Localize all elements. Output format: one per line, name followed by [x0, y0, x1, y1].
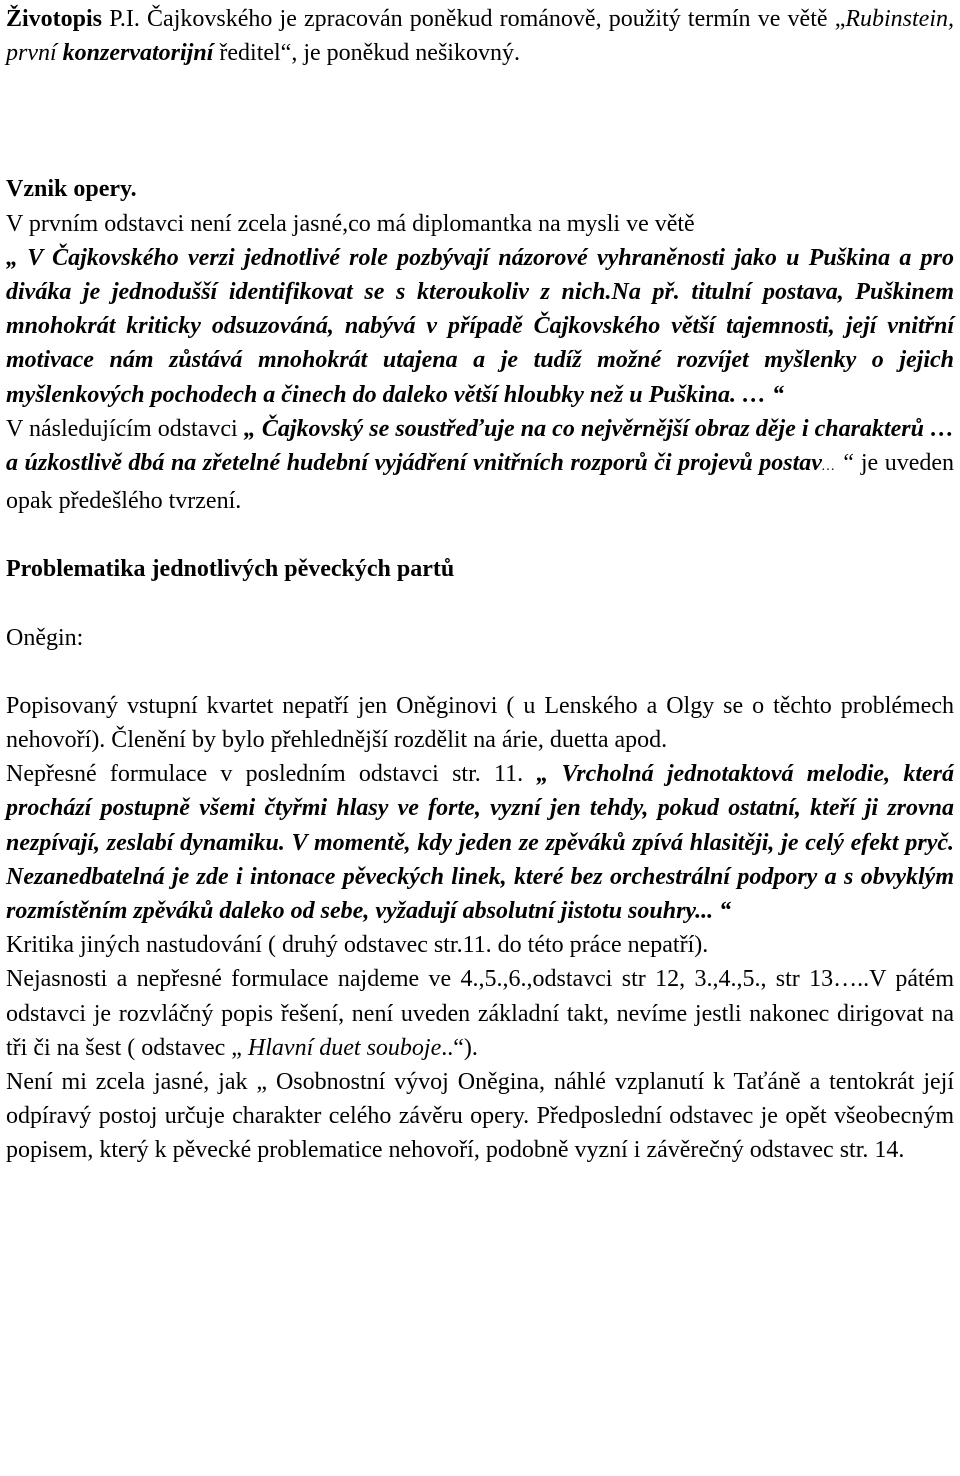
paragraph-biography	[6, 2, 954, 70]
paragraph-critique	[6, 928, 954, 962]
next-section-ellipsis: …	[821, 459, 835, 475]
formulations-text: Nepřesné formulace v posledním odstavci str. 11.	[6, 761, 537, 788]
opera-origin-quote: „ V Čajkovského verzi jednotlivé role pozbývají názorové vyhraněnosti jako u Puškina a pro diváka je jednodušší identifikovat se s kteroukoliv z nich.Na př. titulní postava, Puškinem mnohokrát kriticky odsuzováná, nabývá v případě Čajkovského větší tajemnosti, její vnitřní motivace nám zůstává mnohokrát utajena a je tudíž možné rozvíjet myšlenky o jejich myšlenkových pochodech a činech do daleko větší hloubky než u Puškina. … “	[6, 244, 954, 408]
section-heading: Problematika jednotlivých pěveckých partů	[6, 556, 455, 583]
paragraph-conclusion	[6, 1065, 954, 1168]
ambiguities-text: Nejasnosti a nepřesné formulace najdeme ve 4.,5.,6.,odstavci str 12, 3.,4.,5., str 13…..V pátém odstavci je rozvláčný popis řešení, není uveden základní takt, nevíme jestli nakonec dirigovat na tři či na šest ( odstavec „	[6, 966, 954, 1061]
paragraph-quartet	[6, 689, 954, 757]
quartet-text: Popisovaný vstupní kvartet nepatří jen Oněginovi ( u Lenského a Olgy se o těchto problémech nehovoří). Členění by bylo přehlednější rozdělit na árie, duetta apod.	[6, 692, 954, 754]
onegin-subheading: Oněgin:	[6, 624, 84, 651]
spacer	[6, 518, 954, 552]
critique-text: Kritika jiných nastudování ( druhý odstavec str.11. do této práce nepatří).	[6, 932, 709, 959]
biography-label: Životopis	[6, 6, 103, 32]
paragraph-formulations	[6, 757, 954, 928]
paragraph-ambiguities	[6, 962, 954, 1065]
formulations-quote: „ Vrcholná jednotaktová melodie, která prochází postupně všemi čtyřmi hlasy ve forte, vyzní jen tehdy, pokud ostatní, kteří ji zrovna nezpívají, zeslabí dynamiku. V momentě, kdy jeden ze zpěváků zpívá hlasitěji, je celý efekt pryč. Nezanedbatelná je zde i intonace pěveckých linek, které bez orchestrální podpory a s obvyklým rozmístěním zpěváků daleko od sebe, vyžadují absolutní jistotu souhry... “	[6, 761, 954, 925]
paragraph-next-section	[6, 412, 954, 519]
spacer	[6, 587, 954, 621]
conclusion-text: Není mi zcela jasné, jak „ Osobnostní vývoj Oněgina, náhlé vzplanutí k Taťáně a tentokrát její odpíravý postoj určuje charakter celého závěru opery. Předposlední odstavec je opět všeobecným popisem, který k pěvecké problematice nehovoří, podobně vyzní i závěrečný odstavec str. 14.	[6, 1069, 954, 1164]
spacer	[6, 70, 954, 172]
ambiguities-text-end: ..“).	[441, 1034, 478, 1061]
biography-text-end: ředitel“, je poněkud nešikovný.	[213, 40, 520, 67]
paragraph-opera-origin	[6, 207, 954, 412]
opera-origin-text: V prvním odstavci není zcela jasné,co má diplomantka na mysli ve větě	[6, 210, 695, 237]
next-section-text-end: je uveden opak předešlého tvrzení.	[6, 450, 954, 515]
next-section-quote: „ Čajkovský se soustřeďuje na co nejvěrnější obraz děje i charakterů …a úzkostlivě dbá na zřetelné hudební vyjádření vnitřních rozporů či projevů postav	[6, 415, 955, 477]
document-page	[6, 2, 954, 1168]
spacer	[6, 655, 954, 689]
biography-text: P.I. Čajkovského je zpracován poněkud románově, použitý termín ve větě „	[102, 6, 846, 32]
opera-origin-heading: Vznik opery.	[6, 176, 137, 203]
next-section-text: V následujícím odstavci	[6, 415, 244, 442]
biography-quote-emphasis: konzervatorijní	[62, 40, 214, 67]
next-section-close: “	[834, 450, 855, 477]
ambiguities-quote: Hlavní duet souboje	[247, 1034, 442, 1061]
biography-quote: Rubinstein, první	[6, 6, 954, 67]
